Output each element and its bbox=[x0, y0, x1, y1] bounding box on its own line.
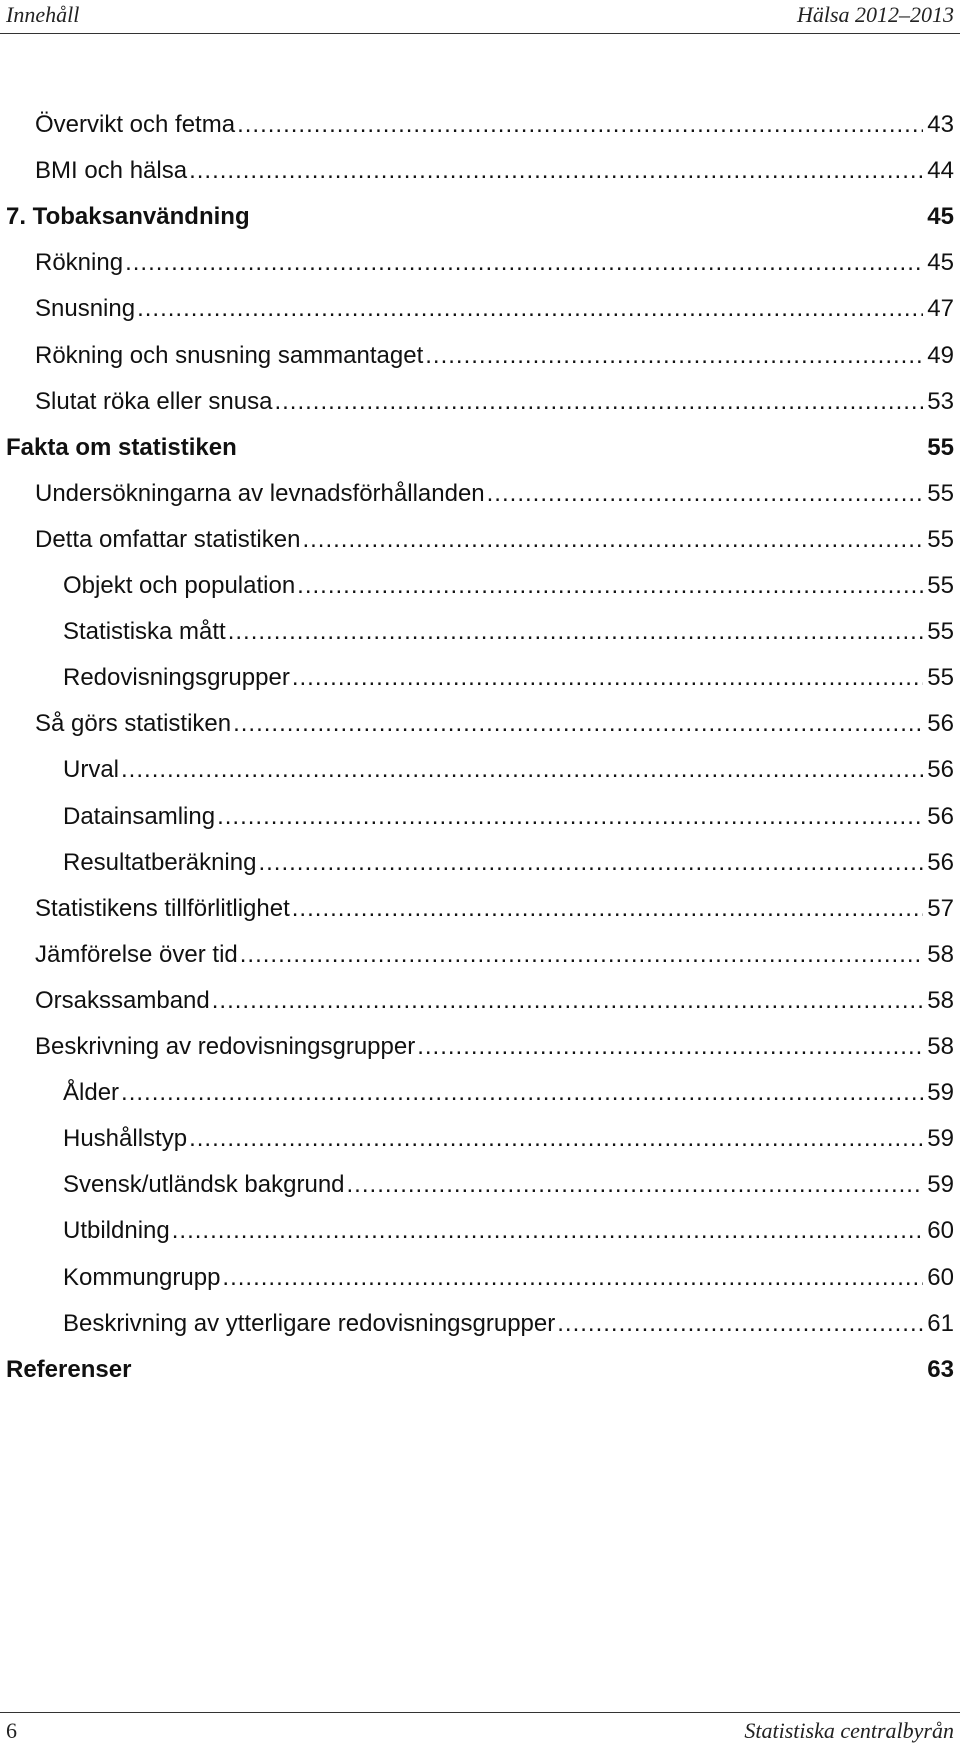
toc-entry-label: Datainsamling bbox=[63, 802, 216, 830]
page-header bbox=[0, 0, 960, 36]
toc-leader-dots bbox=[302, 523, 923, 557]
toc-entry-page: 58 bbox=[927, 1033, 954, 1060]
toc-entry[interactable] bbox=[6, 1353, 954, 1387]
toc-entry-label: Objekt och population bbox=[63, 572, 296, 599]
toc-entry-label: Detta omfattar statistiken bbox=[35, 525, 301, 553]
toc-leader-dots bbox=[292, 892, 924, 926]
toc-leader-dots bbox=[172, 1214, 924, 1248]
toc-entry-label: Jämförelse över tid bbox=[35, 940, 238, 968]
toc-entry[interactable] bbox=[35, 246, 954, 280]
toc-entry[interactable] bbox=[63, 1261, 954, 1295]
toc-entry-label: BMI och hälsa bbox=[35, 157, 188, 185]
toc-entry-page: 56 bbox=[927, 848, 954, 876]
toc-entry-page: 55 bbox=[927, 664, 954, 692]
toc-leader-dots bbox=[212, 984, 924, 1018]
toc-entry-page: 61 bbox=[927, 1309, 954, 1337]
toc-entry-label: Beskrivning av ytterligare redovisningsgrupper bbox=[63, 1309, 556, 1337]
toc-leader-dots bbox=[121, 753, 923, 787]
toc-entry-label: Slutat röka eller snusa bbox=[35, 387, 273, 415]
toc-leader-dots bbox=[217, 800, 923, 834]
header-publication-title: Hälsa 2012–2013 bbox=[796, 2, 954, 27]
toc-entry-label: Fakta om statistiken bbox=[6, 433, 237, 461]
toc-entry-label: Resultatberäkning bbox=[63, 848, 257, 876]
footer-page-number: 6 bbox=[6, 1718, 17, 1743]
toc-entry-label: Kommungrupp bbox=[63, 1263, 221, 1291]
toc-entry-page: 59 bbox=[927, 1125, 954, 1153]
toc-entry-label: Hushållstyp bbox=[63, 1125, 188, 1153]
toc-entry-label: 7. Tobaksanvändning bbox=[6, 203, 250, 231]
toc-entry[interactable] bbox=[6, 200, 954, 234]
toc-entry[interactable] bbox=[35, 1030, 954, 1064]
toc-entry-label: Statistikens tillförlitlighet bbox=[35, 894, 290, 922]
toc-entry[interactable] bbox=[35, 292, 954, 326]
toc-entry-label: Övervikt och fetma bbox=[35, 111, 236, 138]
toc-entry-page: 55 bbox=[927, 618, 954, 646]
toc-entry-page: 44 bbox=[927, 157, 954, 185]
toc-entry[interactable] bbox=[63, 1122, 954, 1156]
toc-leader-dots bbox=[237, 108, 923, 142]
toc-entry[interactable] bbox=[63, 1076, 954, 1110]
toc-entry[interactable] bbox=[63, 661, 954, 695]
toc-entry[interactable] bbox=[35, 523, 954, 557]
header-section-title: Innehåll bbox=[6, 2, 80, 27]
toc-entry[interactable] bbox=[35, 984, 954, 1018]
toc-entry-page: 55 bbox=[927, 572, 954, 599]
toc-leader-dots bbox=[240, 938, 924, 972]
toc-entry-page: 55 bbox=[927, 433, 954, 461]
toc-entry[interactable] bbox=[63, 1214, 954, 1248]
toc-entry[interactable] bbox=[63, 753, 954, 787]
toc-entry-page: 56 bbox=[927, 802, 954, 830]
toc-entry[interactable] bbox=[35, 892, 954, 926]
toc-entry-label: Så görs statistiken bbox=[35, 710, 232, 738]
toc-entry-page: 59 bbox=[927, 1079, 954, 1107]
toc-entry-label: Beskrivning av redovisningsgrupper bbox=[35, 1033, 416, 1060]
toc-leader-dots bbox=[125, 246, 923, 280]
toc-entry-page: 63 bbox=[927, 1355, 954, 1383]
toc-entry-page: 43 bbox=[927, 111, 954, 138]
toc-entry-label: Statistiska mått bbox=[63, 618, 226, 646]
toc-leader-dots bbox=[292, 661, 923, 695]
toc-entry-label: Rökning bbox=[35, 249, 124, 277]
toc-entry[interactable] bbox=[63, 800, 954, 834]
footer-rule bbox=[0, 1712, 960, 1713]
toc-entry[interactable] bbox=[63, 846, 954, 880]
toc-leader-dots bbox=[222, 1261, 923, 1295]
toc-entry-label: Ålder bbox=[63, 1079, 120, 1107]
toc-leader-dots bbox=[233, 707, 923, 741]
toc-leader-dots bbox=[297, 569, 923, 603]
toc-entry[interactable] bbox=[63, 615, 954, 649]
toc-entry-label: Rökning och snusning sammantaget bbox=[35, 341, 424, 369]
toc-leader-dots bbox=[189, 154, 923, 188]
toc-entry-page: 59 bbox=[927, 1171, 954, 1199]
toc-entry-page: 58 bbox=[927, 940, 954, 968]
toc-entry-page: 57 bbox=[927, 894, 954, 922]
header-rule bbox=[0, 33, 960, 34]
toc-entry-page: 60 bbox=[927, 1263, 954, 1291]
toc-entry-page: 55 bbox=[927, 525, 954, 553]
toc-entry-page: 55 bbox=[927, 479, 954, 507]
toc-leader-dots bbox=[417, 1030, 923, 1064]
toc-entry-label: Undersökningarna av levnadsförhållanden bbox=[35, 479, 485, 507]
toc-entry-label: Snusning bbox=[35, 295, 136, 323]
toc-entry[interactable] bbox=[63, 1168, 954, 1202]
toc-entry-page: 49 bbox=[927, 341, 954, 369]
toc-leader-dots bbox=[274, 385, 923, 419]
toc-leader-dots bbox=[347, 1168, 924, 1202]
toc-entry[interactable] bbox=[35, 385, 954, 419]
toc-entry-page: 56 bbox=[927, 710, 954, 738]
toc-leader-dots bbox=[137, 292, 923, 326]
toc-leader-dots bbox=[228, 615, 924, 649]
toc-entry-label: Svensk/utländsk bakgrund bbox=[63, 1171, 345, 1199]
toc-entry-label: Utbildning bbox=[63, 1217, 170, 1245]
toc-entry-label: Urval bbox=[63, 756, 120, 784]
page-footer bbox=[0, 1712, 960, 1752]
toc-entry-page: 58 bbox=[927, 986, 954, 1014]
toc-leader-dots bbox=[557, 1307, 923, 1341]
toc-entry-page: 53 bbox=[927, 387, 954, 415]
footer-organization: Statistiska centralbyrån bbox=[744, 1718, 954, 1743]
toc-entry-page: 56 bbox=[927, 756, 954, 784]
toc-entry[interactable] bbox=[63, 1307, 954, 1341]
toc-entry[interactable] bbox=[35, 707, 954, 741]
toc-entry-page: 47 bbox=[927, 295, 954, 323]
toc-entry-page: 60 bbox=[927, 1217, 954, 1245]
toc-leader-dots bbox=[425, 339, 923, 373]
toc-leader-dots bbox=[487, 477, 924, 511]
toc-entry[interactable] bbox=[35, 477, 954, 511]
toc-entry[interactable] bbox=[63, 569, 954, 603]
toc-entry-page: 45 bbox=[927, 249, 954, 277]
toc-entry-label: Redovisningsgrupper bbox=[63, 664, 290, 692]
toc-leader-dots bbox=[121, 1076, 923, 1110]
toc-entry-page: 45 bbox=[927, 203, 954, 231]
toc-entry[interactable] bbox=[35, 938, 954, 972]
toc-leader-dots bbox=[258, 846, 923, 880]
toc-leader-dots bbox=[189, 1122, 923, 1156]
toc-entry-label: Referenser bbox=[6, 1355, 132, 1383]
toc-entry[interactable] bbox=[35, 154, 954, 188]
toc-entry[interactable] bbox=[35, 339, 954, 373]
toc-entry[interactable] bbox=[6, 431, 954, 465]
toc-entry[interactable] bbox=[35, 108, 954, 142]
toc-entry-label: Orsakssamband bbox=[35, 986, 210, 1014]
